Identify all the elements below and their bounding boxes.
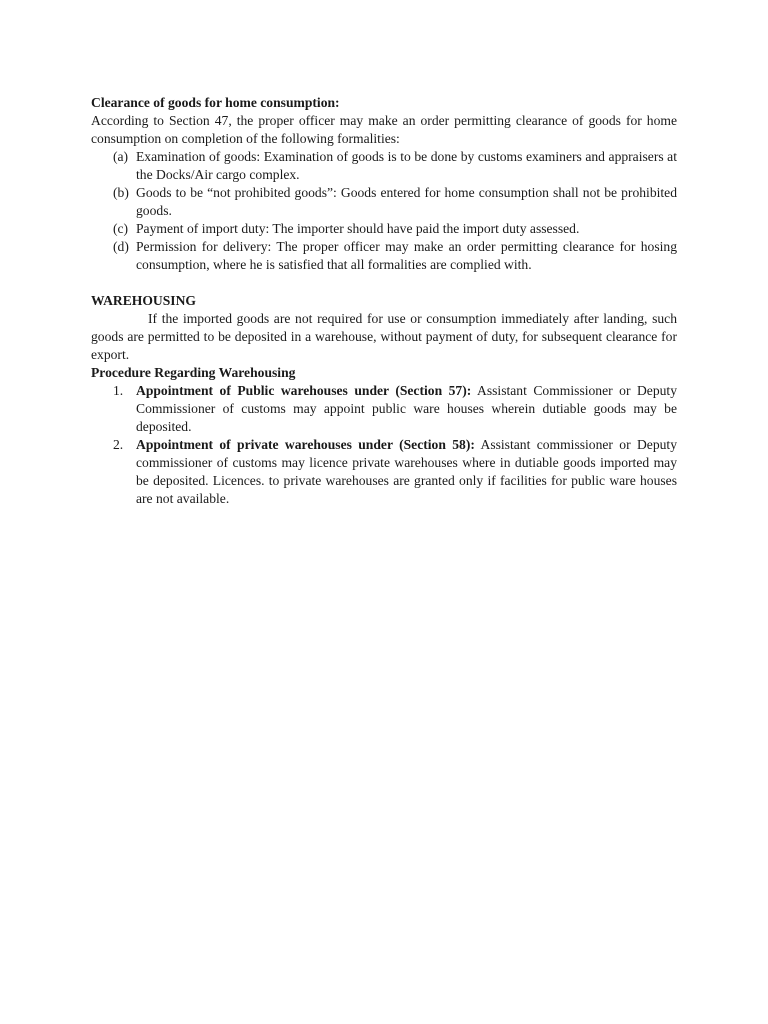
list-item-text: Assistant commissioner or Deputy commissioner of customs may licence private warehouses where in dutiable goods imported may be deposited. Licences. to private warehouses are granted only if facilities for public ware houses are not available. — [136, 437, 677, 506]
list-marker: 1. — [113, 383, 124, 398]
warehousing-heading: WAREHOUSING — [91, 293, 196, 308]
list-item-title: Appointment of private warehouses under (Section 58): — [136, 437, 475, 452]
list-item — [91, 184, 677, 220]
list-item — [91, 382, 677, 436]
list-item-title: Appointment of Public warehouses under (Section 57): — [136, 383, 472, 398]
procedure-heading: Procedure Regarding Warehousing — [91, 365, 296, 380]
clearance-formalities-list — [91, 148, 677, 274]
list-marker: (b) — [113, 185, 129, 200]
list-marker: 2. — [113, 437, 124, 452]
list-item — [91, 220, 677, 238]
list-item — [91, 148, 677, 184]
clearance-intro: According to Section 47, the proper officer may make an order permitting clearance of goods for home consumption on completion of the following formalities: — [91, 113, 677, 146]
procedure-list — [91, 382, 677, 508]
list-item-text: Assistant Commissioner or Deputy Commissioner of customs may appoint public ware houses wherein dutiable goods may be deposited. — [136, 383, 677, 434]
list-marker: (d) — [113, 239, 129, 254]
list-item-text: Examination of goods: Examination of goods is to be done by customs examiners and appraisers at the Docks/Air cargo complex. — [136, 149, 677, 182]
warehousing-intro: If the imported goods are not required for use or consumption immediately after landing, such goods are permitted to be deposited in a warehouse, without payment of duty, for subsequent clearance for export. — [91, 311, 677, 362]
list-item-text: Goods to be “not prohibited goods”: Goods entered for home consumption shall not be prohibited goods. — [136, 185, 677, 218]
list-item-text: Payment of import duty: The importer should have paid the import duty assessed. — [136, 221, 580, 236]
section-spacer — [91, 274, 677, 292]
list-item — [91, 436, 677, 508]
list-marker: (c) — [113, 221, 129, 236]
list-item-text: Permission for delivery: The proper officer may make an order permitting clearance for hosing consumption, where he is satisfied that all formalities are complied with. — [136, 239, 677, 272]
clearance-heading: Clearance of goods for home consumption: — [91, 95, 340, 110]
list-marker: (a) — [113, 149, 129, 164]
list-item — [91, 238, 677, 274]
document-page — [91, 94, 677, 508]
